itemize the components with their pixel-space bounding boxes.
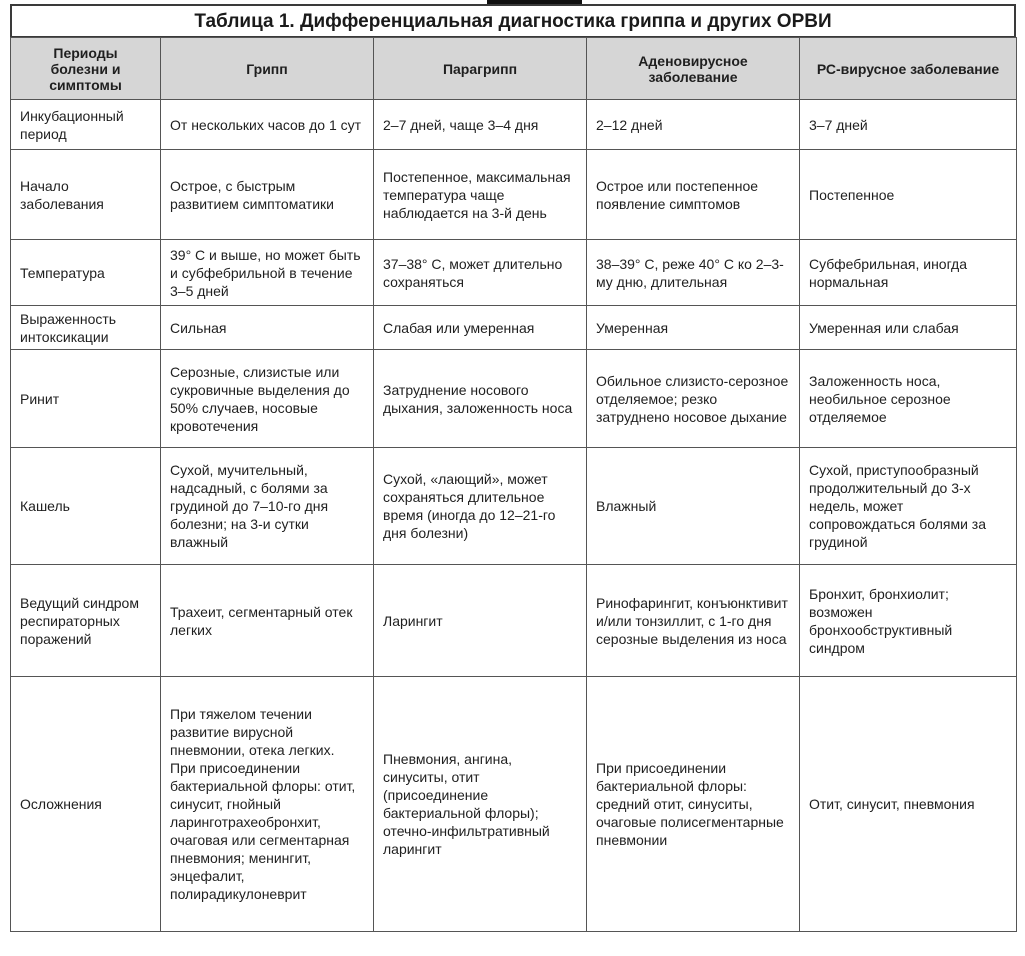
table-cell: Постепенное xyxy=(800,150,1017,240)
table-cell: Заложенность носа, необильное серозное отделяемое xyxy=(800,350,1017,448)
table-row xyxy=(11,306,1017,350)
row-label: Ринит xyxy=(11,350,161,448)
table-row xyxy=(11,677,1017,932)
header-adenovirus: Аденовирусное заболевание xyxy=(587,38,800,100)
table-cell: Пневмония, ангина, синуситы, отит (присоединение бактериальной флоры); отечно-инфильтративный ларингит xyxy=(374,677,587,932)
row-label: Кашель xyxy=(11,448,161,565)
table-cell: Сухой, приступообразный продолжительный до 3-х недель, может сопровождаться болями за грудиной xyxy=(800,448,1017,565)
table-cell: Умеренная или слабая xyxy=(800,306,1017,350)
row-label: Инкубационный период xyxy=(11,100,161,150)
row-label: Начало заболевания xyxy=(11,150,161,240)
table-row xyxy=(11,150,1017,240)
table-row xyxy=(11,350,1017,448)
table-cell: При присоединении бактериальной флоры: средний отит, синуситы, очаговые полисегментарные пневмонии xyxy=(587,677,800,932)
table-cell: Трахеит, сегментарный отек легких xyxy=(161,565,374,677)
header-row xyxy=(11,38,1017,100)
diagnosis-table xyxy=(10,37,1017,932)
row-label: Осложнения xyxy=(11,677,161,932)
header-influenza: Грипп xyxy=(161,38,374,100)
table-cell: Бронхит, бронхиолит; возможен бронхообструктивный синдром xyxy=(800,565,1017,677)
table-cell: Сухой, «лающий», может сохраняться длительное время (иногда до 12–21-го дня болезни) xyxy=(374,448,587,565)
table-cell: 37–38° С, может длительно сохраняться xyxy=(374,240,587,306)
table-cell: 2–12 дней xyxy=(587,100,800,150)
row-label: Выраженность интоксикации xyxy=(11,306,161,350)
table-cell: Влажный xyxy=(587,448,800,565)
header-parainfluenza: Парагрипп xyxy=(374,38,587,100)
table-cell: Обильное слизисто-серозное отделяемое; резко затруднено носовое дыхание xyxy=(587,350,800,448)
table-row xyxy=(11,240,1017,306)
table-cell: Серозные, слизистые или сукровичные выделения до 50% случаев, носовые кровотечения xyxy=(161,350,374,448)
table-cell: Затруднение носового дыхания, заложенность носа xyxy=(374,350,587,448)
table-row xyxy=(11,448,1017,565)
table-cell: 3–7 дней xyxy=(800,100,1017,150)
table-cell: Постепенное, максимальная температура чаще наблюдается на 3-й день xyxy=(374,150,587,240)
row-label: Ведущий синдром респираторных поражений xyxy=(11,565,161,677)
table-title: Таблица 1. Дифференциальная диагностика гриппа и других ОРВИ xyxy=(10,4,1016,37)
table-cell: Сильная xyxy=(161,306,374,350)
table-cell: Слабая или умеренная xyxy=(374,306,587,350)
table-cell: Субфебрильная, иногда нормальная xyxy=(800,240,1017,306)
header-rs-virus: РС-вирусное заболевание xyxy=(800,38,1017,100)
table-cell: Ларингит xyxy=(374,565,587,677)
table-cell: 39° С и выше, но может быть и субфебрильной в течение 3–5 дней xyxy=(161,240,374,306)
diagnosis-table-frame xyxy=(10,4,1016,932)
header-periods: Периоды болезни и симптомы xyxy=(11,38,161,100)
table-cell: Острое или постепенное появление симптомов xyxy=(587,150,800,240)
table-cell: Умеренная xyxy=(587,306,800,350)
table-cell: От нескольких часов до 1 сут xyxy=(161,100,374,150)
row-label: Температура xyxy=(11,240,161,306)
table-cell: 38–39° С, реже 40° С ко 2–3-му дню, длительная xyxy=(587,240,800,306)
table-cell: При тяжелом течении развитие вирусной пневмонии, отека легких. При присоединении бактериальной флоры: отит, синусит, гнойный ларинготрахеобронхит, очаговая или сегментарная пневмония; менингит, энцефалит, полирадикулоневрит xyxy=(161,677,374,932)
table-cell: Отит, синусит, пневмония xyxy=(800,677,1017,932)
table-row xyxy=(11,565,1017,677)
table-cell: Ринофарингит, конъюнктивит и/или тонзиллит, с 1-го дня серозные выделения из носа xyxy=(587,565,800,677)
table-cell: Острое, с быстрым развитием симптоматики xyxy=(161,150,374,240)
table-row xyxy=(11,100,1017,150)
table-cell: Сухой, мучительный, надсадный, с болями за грудиной до 7–10-го дня болезни; на 3-и сутки влажный xyxy=(161,448,374,565)
table-cell: 2–7 дней, чаще 3–4 дня xyxy=(374,100,587,150)
